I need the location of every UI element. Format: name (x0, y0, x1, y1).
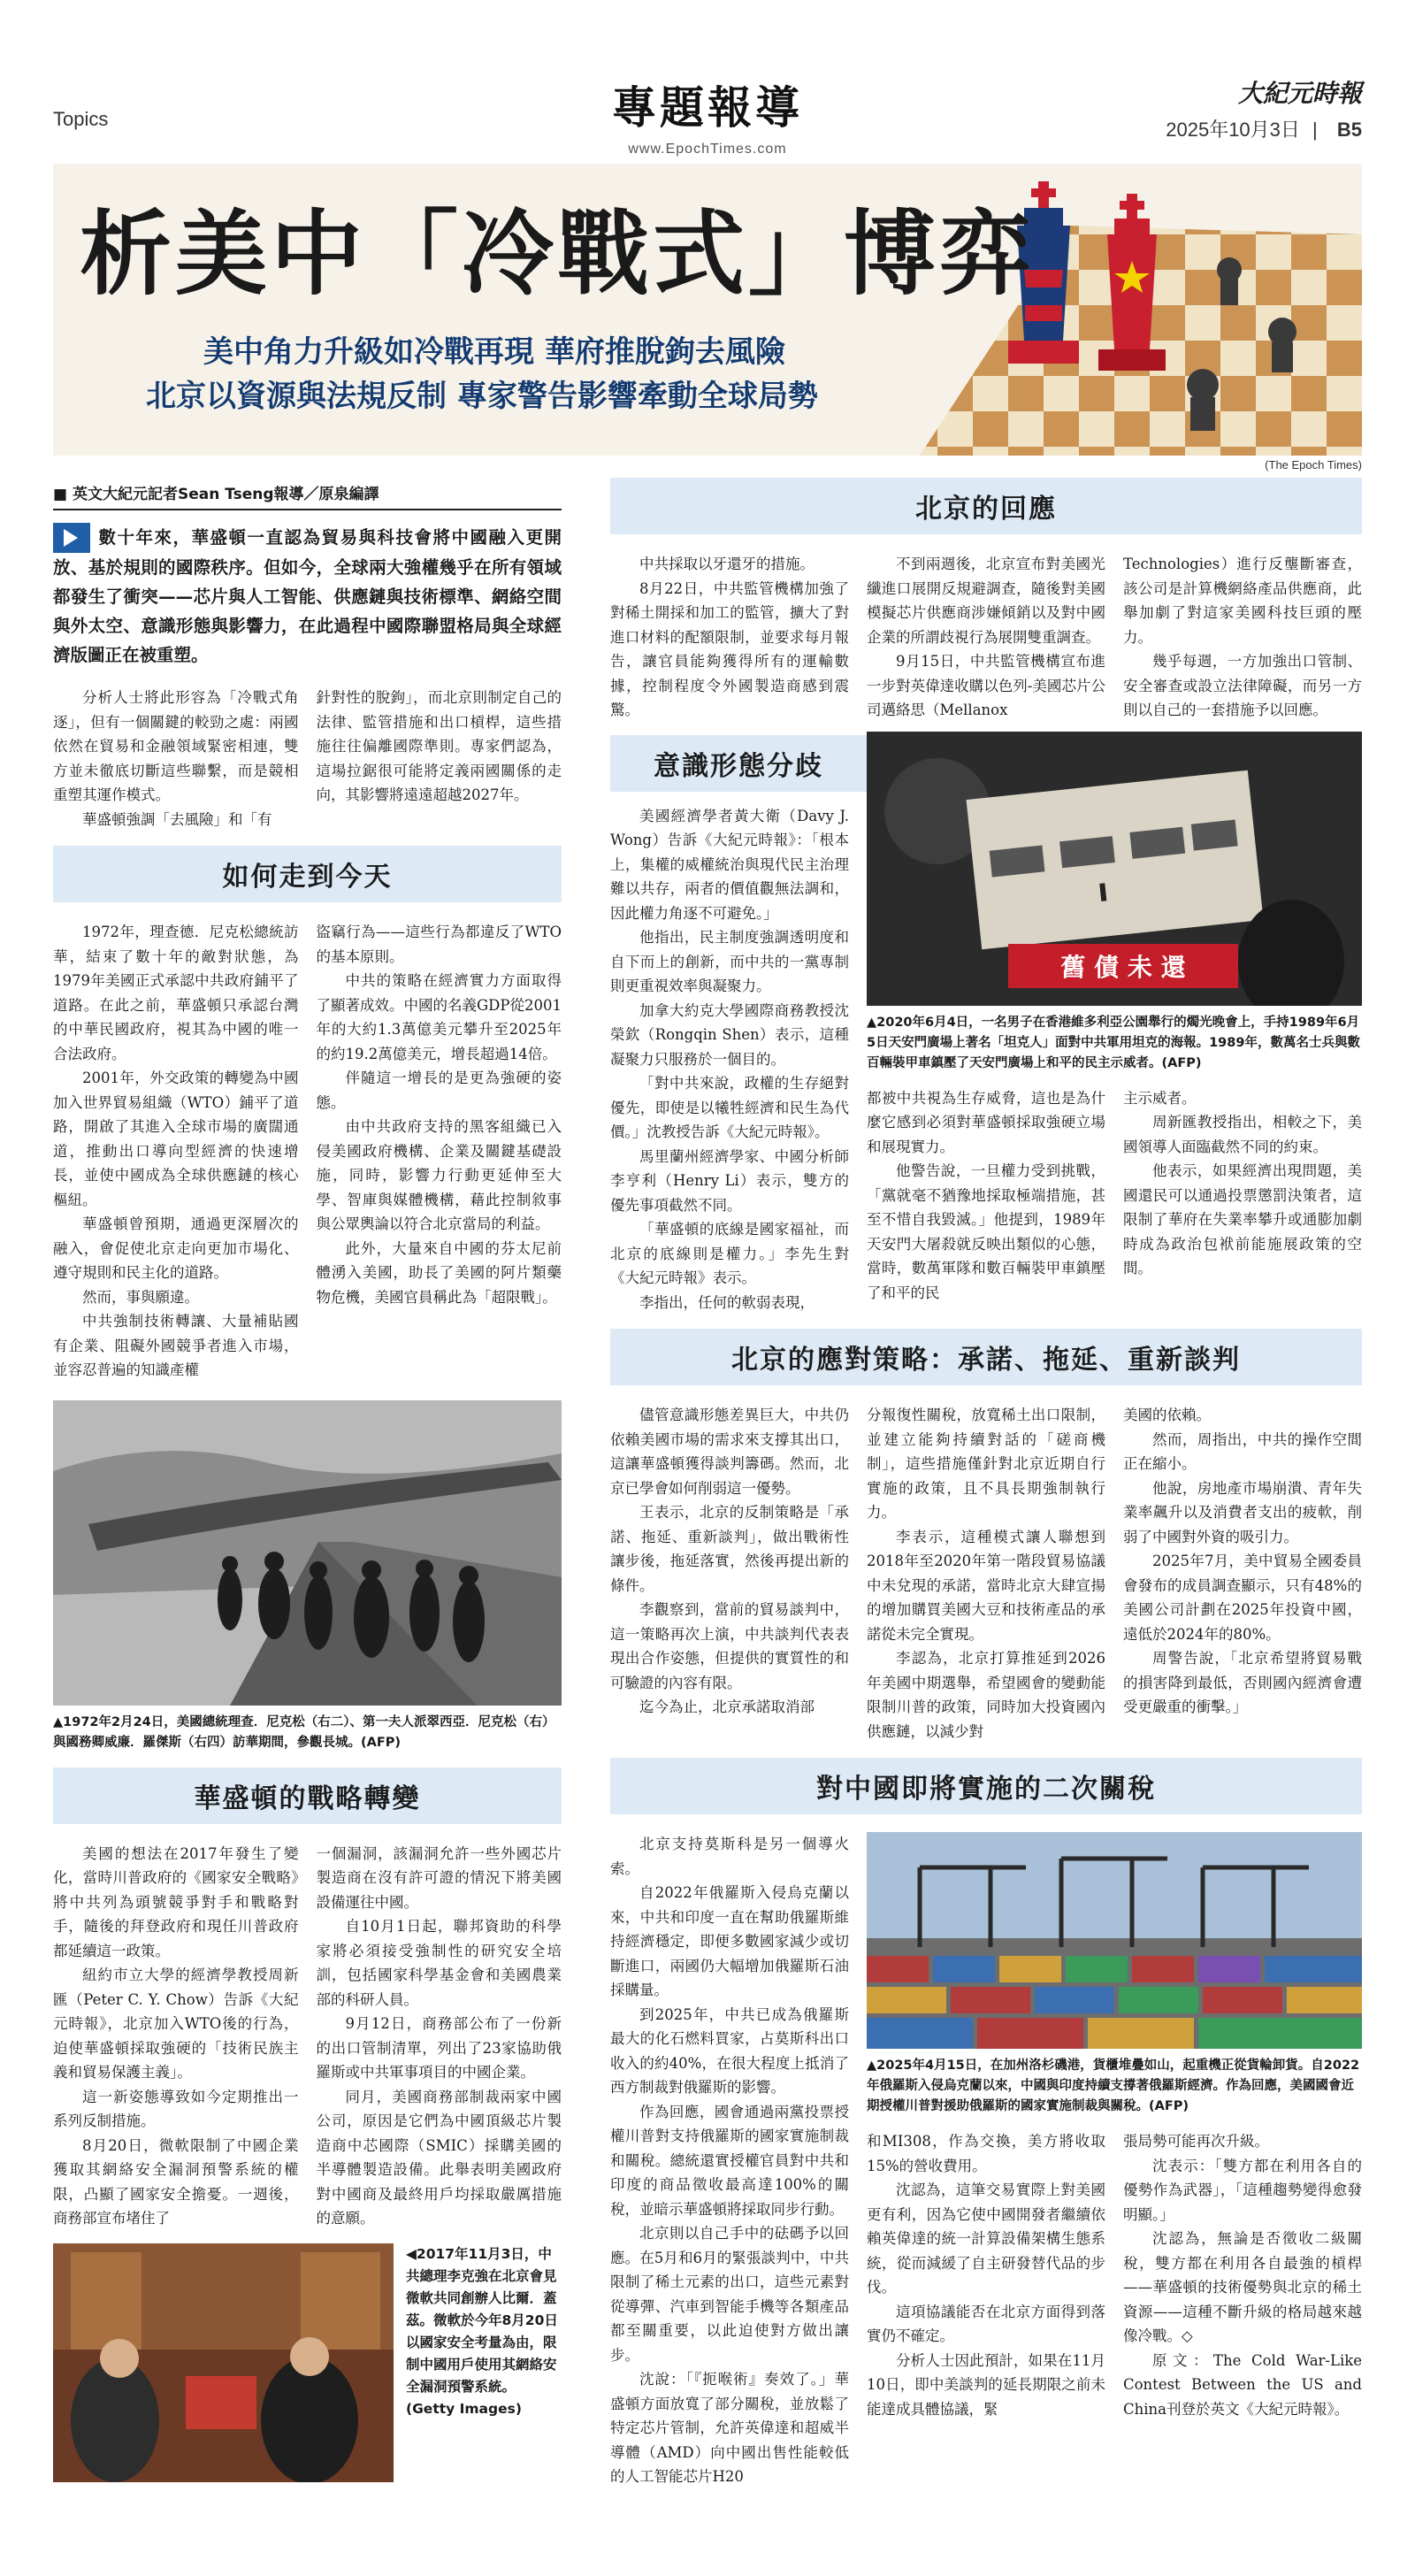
tariffs-col-3 (1123, 2129, 1362, 2421)
paragraph: 盜竊行為——這些行為都違反了WTO的基本原則。 (316, 924, 562, 965)
paragraph: 這一新姿態導致如今定期推出一系列反制措施。 (53, 2088, 299, 2129)
intro-col-1 (53, 686, 299, 832)
washington-col-1 (53, 1842, 299, 2231)
paragraph: 李觀察到，當前的貿易談判中，這一策略再次上演，中共談判代表表現出合作姿態，但提供的實質性的和可驗證的內容有限。 (610, 1601, 849, 1691)
paragraph: 馬里蘭州經濟學家、中國分析師李亨利（Henry Li）表示，雙方的優先事項截然不同。 (610, 1147, 849, 1214)
paragraph: 「華盛頓的底線是國家福祉，而北京的底線則是權力。」李先生對《大紀元時報》表示。 (610, 1221, 849, 1286)
section-heading-tariffs: 對中國即將實施的二次關稅 (610, 1758, 1362, 1814)
paragraph: 北京則以自己手中的砝碼予以回應。在5月和6月的緊張談判中，中共限制了稀土元素的出口，這些元素對從導彈、汽車到智能手機等各類產品都至關重要，以此迫使對方做出讓步。 (610, 2225, 849, 2364)
paragraph: 然而，周指出，中共的操作空間正在縮小。 (1123, 1430, 1362, 1472)
strategy-col-1 (610, 1403, 849, 1744)
paragraph: 原文：The Cold War-Like Contest Between the US and China刊登於英文《大紀元時報》。 (1123, 2351, 1362, 2418)
paragraph: 王表示，北京的反制策略是「承諾、拖延、重新談判」，做出戰術性讓步後，拖延落實，然後再提出新的條件。 (610, 1504, 849, 1594)
page-number: B5 (1336, 119, 1362, 141)
paragraph: 此外，大量來自中國的芬太尼前體湧入美國，助長了美國的阿片類藥物危機，美國官員稱此為「超限戰」。 (316, 1239, 562, 1306)
ideology-col-2 (867, 1086, 1105, 1306)
section-heading-washington: 華盛頓的戰略轉變 (53, 1767, 562, 1824)
paragraph: 針對性的脫鉤」，而北京則制定自己的法律、監管措施和出口槓桿，這些措施往往偏離國際準則。專家們認為，這場拉鋸很可能將定義兩國關係的走向，其影響將遠遠超越2027年。 (316, 689, 562, 803)
paragraph: 伴隨這一增長的是更為強硬的姿態。 (316, 1070, 562, 1111)
ideology-col-3 (1123, 1086, 1362, 1306)
paragraph: 北京支持莫斯科是另一個導火索。 (610, 1836, 849, 1877)
paragraph: 2001年，外交政策的轉變為中國加入世界貿易組織（WTO）鋪平了道路，開啟了其進入全球市場的廣闊通道，推動出口導向型經濟的快速增長，並使中國成為全球供應鏈的核心樞紐。 (53, 1070, 299, 1208)
section-response-text (610, 552, 1362, 723)
poster-banner-text: 舊 債 未 還 (1060, 952, 1186, 982)
paragraph: Technologies）進行反壟斷審查，該公司是計算機網絡產品供應商，此舉加劇了對這家美國科技巨頭的壓力。 (1123, 556, 1362, 646)
response-col-2 (867, 552, 1105, 723)
paragraph: 李認為，北京打算推延到2026年美國中期選舉，希望國會的變動能限制川普的政策，同時加大投資國內供應鏈，以減少對 (867, 1650, 1105, 1740)
subheadline-1: 美中角力升級如冷戰再現 華府推脫鉤去風險 (203, 334, 785, 370)
paragraph: 一個漏洞，該漏洞允許一些外國芯片製造商在沒有許可證的情況下將美國設備運往中國。 (316, 1844, 562, 1911)
paragraph: 中共強制技術轉讓、大量補貼國有企業、阻礙外國競爭者進入市場，並容忍普遍的知識產權 (53, 1313, 299, 1378)
paragraph: 同月，美國商務部制裁兩家中國公司，原因是它們為中國頂級芯片製造商中芯國際（SMIC）採購美國的半導體製造設備。此舉表明美國政府對中國商及最終用戶均採取嚴厲措施的意願。 (316, 2088, 562, 2227)
paragraph: 2025年7月，美中貿易全國委員會發布的成員調查顯示，只有48%的美國公司計劃在2025年投資中國，遠低於2024年的80%。 (1123, 1552, 1362, 1643)
section-strategy-text (610, 1403, 1362, 1744)
section-heading-strategy: 北京的應對策略：承諾、拖延、重新談判 (610, 1329, 1362, 1385)
paper-logo: 大紀元時報 (1237, 79, 1362, 108)
ideology-continued (867, 1086, 1362, 1306)
how-col-1 (53, 920, 299, 1383)
tariffs-media-col (867, 1832, 1362, 2489)
paragraph: 9月12日，商務部公布了一份新的出口管制清單，列出了23家協助俄羅斯或中共軍事項目的中國企業。 (316, 2015, 562, 2081)
paragraph: 1972年，理查德．尼克松總統訪華，結束了數十年的敵對狀態，為1979年美國正式承認中共政府鋪平了道路。在此之前，華盛頓只承認台灣的中華民國政府，視其為中國的唯一合法政府。 (53, 924, 299, 1062)
lead-paragraph (53, 523, 562, 670)
how-col-2 (317, 920, 562, 1383)
paragraph: 不到兩週後，北京宣布對美國光纖進口展開反規避調查，隨後對美國模擬芯片供應商涉嫌傾銷以及對中國企業的所謂歧視行為展開雙重調查。 (867, 556, 1105, 646)
paragraph: 幾乎每週，一方加強出口管制、安全審查或設立法律障礙，而另一方則以自己的一套措施予以回應。 (1123, 653, 1362, 718)
paragraph: 李表示，這種模式讓人聯想到2018年至2020年第一階段貿易協議中未兌現的承諾，當時北京大肆宣揚的增加購買美國大豆和技術產品的承諾從未完全實現。 (867, 1528, 1105, 1643)
tariffs-continued (867, 2129, 1362, 2421)
tariffs-col-2 (867, 2129, 1105, 2421)
paragraph: 由中共政府支持的黑客組織已入侵美國政府機構、企業及關鍵基礎設施，同時，影響力行動更延伸至大學、智庫與媒體機構，藉此控制敘事與公眾輿論以符合北京當局的利益。 (316, 1118, 562, 1232)
paragraph: 自2022年俄羅斯入侵烏克蘭以來，中共和印度一直在幫助俄羅斯維持經濟穩定，即便多數國家減少或切斷進口，兩國仍大幅增加俄羅斯石油採購量。 (610, 1884, 849, 1998)
paragraph: 和MI308，作為交換，美方將收取15%的營收費用。 (867, 2133, 1105, 2174)
paragraph: 沈表示：「雙方都在利用各自的優勢作為武器」，「這種趨勢變得愈發明顯。」 (1123, 2157, 1362, 2223)
paragraph: 周新匯教授指出，相較之下，美國領導人面臨截然不同的約束。 (1123, 1114, 1362, 1155)
date-separator: | (1312, 119, 1318, 141)
site-url[interactable]: www.EpochTimes.com (628, 142, 787, 157)
strategy-col-2 (867, 1403, 1105, 1744)
paragraph: 迄今為止，北京承諾取消部 (639, 1698, 815, 1715)
paragraph: 中共採取以牙還牙的措施。 (639, 556, 815, 572)
ideology-text-col (610, 726, 849, 1315)
section-heading-how: 如何走到今天 (53, 846, 562, 902)
strategy-col-3 (1123, 1403, 1362, 1744)
meeting-image (53, 2243, 394, 2482)
subheadline-2: 北京以資源與法規反制 專家警告影響牽動全球局勢 (146, 379, 818, 414)
masthead (53, 28, 1362, 157)
ideology-block (610, 726, 1362, 1315)
paragraph: 分報復性關稅，放寬稀土出口限制，並建立能夠持續對話的「磋商機制」，這些措施僅針對北京近期自行實施的政策，且不具長期強制執行力。 (867, 1407, 1105, 1521)
paragraph: 美國的依賴。 (1123, 1407, 1211, 1423)
section-heading-ideology: 意識形態分歧 (610, 735, 867, 792)
paragraph: 沈認為，無論是否徵收二級關稅，雙方都在利用各自最強的槓桿——華盛頓的技術優勢與北京的稀土資源——這種不斷升級的格局越來越像冷戰。◇ (1123, 2230, 1362, 2344)
photo-great-wall (53, 1400, 562, 1706)
paragraph: 作為回應，國會通過兩黨投票授權川普對支持俄羅斯的國家實施制裁和關稅。總統還實授權官員對中共和印度的商品徵收最高達100%的關稅，並暗示華盛頓將採取同步行動。 (610, 2103, 849, 2218)
paragraph: 加拿大約克大學國際商務教授沈榮欽（Rongqin Shen）表示，這種凝聚力只服務於一個目的。 (610, 1001, 849, 1068)
photo-port (867, 1832, 1362, 2049)
paragraph: 李指出，任何的軟弱表現， (639, 1293, 815, 1311)
paragraph: 他表示，如果經濟出現問題，美國還民可以通過投票懲罰決策者，這限制了華府在失業率攀升或通膨加劇時成為政治包袱前能施展政策的空間。 (1123, 1162, 1362, 1276)
section-title: 專題報導 (612, 82, 803, 134)
paragraph: 都被中共視為生存威脅，這也是為什麼它感到必須對華盛頓採取強硬立場和展現實力。 (867, 1089, 1105, 1155)
paragraph: 8月20日，微軟限制了中國企業獲取其網絡安全漏洞預警系統的權限，凸顯了國家安全擔憂。一週後，商務部宣布堵住了 (53, 2136, 299, 2227)
great-wall-image (53, 1400, 562, 1706)
paragraph: 「對中共來說，政權的生存絕對優先，即使是以犧牲經濟和民生為代價。」沈教授告訴《大紀元時報》。 (610, 1075, 849, 1140)
paragraph: 分析人士因此預計，如果在11月10日，即中美談判的延長期限之前未能達成具體協議，緊 (867, 2351, 1105, 2418)
paragraph: 沈認為，這筆交易實際上對美國更有利，因為它使中國開發者繼續依賴英偉達的統一計算設備架構生態系統，從而減緩了自主研發替代品的步伐。 (867, 2181, 1105, 2296)
paragraph: 他指出，民主制度強調透明度和自下而上的創新，而中共的一黨專制則更重視效率與凝聚力。 (610, 929, 849, 994)
paragraph: 到2025年，中共已成為俄羅斯最大的化石燃料買家，占莫斯科出口收入的約40%，在很大程度上抵消了西方制裁對俄羅斯的影響。 (610, 2005, 849, 2096)
paragraph: 他說，房地產市場崩潰、青年失業率飆升以及消費者支出的疲軟，削弱了中國對外資的吸引力。 (1123, 1479, 1362, 1545)
photo-great-wall-caption: ▲1972年2月24日，美國總統理查．尼克松（右二）、第一夫人派翠西亞．尼克松（右）與國務卿威廉．羅傑斯（右四）訪華期間，參觀長城。(AFP) (53, 1714, 555, 1750)
intro-col-2 (317, 686, 562, 832)
tariffs-col-1 (610, 1832, 849, 2489)
byline: ■ 英文大紀元記者Sean Tseng報導／原泉編譯 (53, 478, 562, 510)
left-column (53, 478, 562, 2482)
tariffs-block (610, 1832, 1362, 2489)
paragraph: 沈說：「『扼喉術』奏效了。」華盛頓方面放寬了部分關稅，並放鬆了特定芯片管制，允許英偉達和超威半導體（AMD）向中國出售性能較低的人工智能芯片H20 (610, 2371, 849, 2485)
headline-banner (53, 164, 1362, 456)
topics-label: Topics (53, 108, 109, 130)
paragraph: 主示威者。 (1123, 1089, 1197, 1107)
paragraph: 中共的策略在經濟實力方面取得了顯著成效。中國的名義GDP從2001年的大約1.3萬億美元攀升至2025年的約19.2萬億美元，增長超過14倍。 (316, 972, 562, 1062)
issue-date (1166, 115, 1362, 142)
paragraph: 自10月1日起，聯邦資助的科學家將必須接受強制性的研究安全培訓，包括國家科學基金會和美國農業部的科研人員。 (316, 1918, 562, 2008)
photo-gates-caption: ◀2017年11月3日，中共總理李克強在北京會見微軟共同創辦人比爾．蓋茲。微軟於今年8月20日以國家安全考量為由，限制中國用戶使用其網絡安全漏洞預警系統。(Getty Images) (406, 2245, 558, 2417)
paper-info (1166, 74, 1362, 142)
paragraph: 華盛頓曾預期，通過更深層次的融入，會促使北京走向更加市場化、遵守規則和民主化的道路。 (53, 1215, 299, 1281)
paragraph: 華盛頓強調「去風險」和「有 (82, 810, 272, 828)
lead-text: 數十年來，華盛頓一直認為貿易與科技會將中國融入更開放、基於規則的國際秩序。但如今，全球兩大強權幾乎在所有領域都發生了衝突——芯片與人工智能、供應鏈與技術標準、網絡空間與外太空、意識形態與影響力，在此過程中國際聯盟格局與全球經濟版圖正在被重塑。 (53, 527, 562, 665)
ideology-media-col (867, 726, 1362, 1315)
paragraph: 周警告說，「北京希望將貿易戰的損害降到最低，否則國內經濟會遭受更嚴重的衝擊。」 (1123, 1650, 1362, 1715)
response-col-1 (610, 552, 849, 723)
paragraph: 儘管意識形態差異巨大，中共仍依賴美國市場的需求來支撐其出口，這讓華盛頓獲得談判籌碼。然而，北京已學會如何削弱這一優勢。 (610, 1407, 849, 1497)
paragraph: 9月15日，中共監管機構宣布進一步對英偉達收購以色列-美國芯片公司邁絡思（Mellanox (867, 653, 1105, 718)
section-heading-beijing-response: 北京的回應 (610, 478, 1362, 534)
photo-gates (53, 2243, 394, 2482)
photo-port-caption: ▲2025年4月15日，在加州洛杉磯港，貨櫃堆疊如山，起重機正從貨輪卸貨。自2022年俄羅斯入侵烏克蘭以來，中國與印度持續支撐著俄羅斯經濟。作為回應，美國國會近期授權川普對援助俄羅斯的國家實施制裁與關稅。(AFP) (867, 2058, 1360, 2113)
section-how-text (53, 920, 562, 1383)
banner-credit: (The Epoch Times) (1265, 458, 1362, 472)
arrow-icon (53, 523, 90, 553)
paragraph: 這項協議能否在北京方面得到落實仍不確定。 (867, 2303, 1105, 2344)
paragraph: 分析人士將此形容為「冷戰式角逐」，但有一個關鍵的較勁之處：兩國依然在貿易和金融領域緊密相連，雙方並未徹底切斷這些聯繫，而是競相重塑其運作模式。 (53, 689, 299, 803)
intro-text (53, 686, 562, 832)
paragraph: 美國經濟學者黃大衛（Davy J. Wong）告訴《大紀元時報》：「根本上，集權的威權統治與現代民主治理難以共存，兩者的價值觀無法調和，因此權力角逐不可避免。」 (610, 807, 849, 922)
photo-tank-man (867, 732, 1362, 1006)
right-column (610, 478, 1362, 2489)
paragraph: 然而，事與願違。 (82, 1288, 199, 1306)
port-containers-image (867, 1832, 1362, 2049)
date-text: 2025年10月3日 (1166, 119, 1300, 141)
response-col-3 (1123, 552, 1362, 723)
paragraph: 他警告說，一旦權力受到挑戰，「黨就毫不猶豫地採取極端措施，甚至不惜自我毀滅。」他提到，1989年天安門大屠殺就反映出類似的心態，當時，數萬軍隊和數百輛裝甲車鎮壓了和平的民 (867, 1162, 1105, 1301)
paragraph: 張局勢可能再次升級。 (1123, 2133, 1269, 2150)
paragraph: 8月22日，中共監管機構加強了對稀土開採和加工的監管，擴大了對進口材料的配額限制，並要求每月報告，讓官員能夠獲得所有的運輸數據，控制程度令外國製造商感到震驚。 (610, 579, 849, 718)
paragraph: 紐約市立大學的經濟學教授周新匯（Peter C. Y. Chow）告訴《大紀元時報》，北京加入WTO後的行為，迫使華盛頓採取強硬的「技術民族主義和貿易保護主義」。 (53, 1966, 299, 2081)
section-washington-text (53, 1842, 562, 2231)
paragraph: 美國的想法在2017年發生了變化，當時川普政府的《國家安全戰略》將中共列為頭號競爭對手和戰略對手，隨後的拜登政府和現任川普政府都延續這一政策。 (53, 1844, 299, 1959)
washington-col-2 (317, 1842, 562, 2231)
photo-tank-man-caption: ▲2020年6月4日，一名男子在香港維多利亞公園舉行的燭光晚會上，手持1989年6月5日天安門廣場上著名「坦克人」面對中共軍用坦克的海報。1989年，數萬名士兵與數百輛裝甲車鎮壓了天安門廣場上和平的民主示威者。(AFP) (867, 1015, 1360, 1070)
photo-gates-block (53, 2243, 562, 2482)
main-headline: 析美中「冷戰式」博弈 (80, 200, 1036, 308)
